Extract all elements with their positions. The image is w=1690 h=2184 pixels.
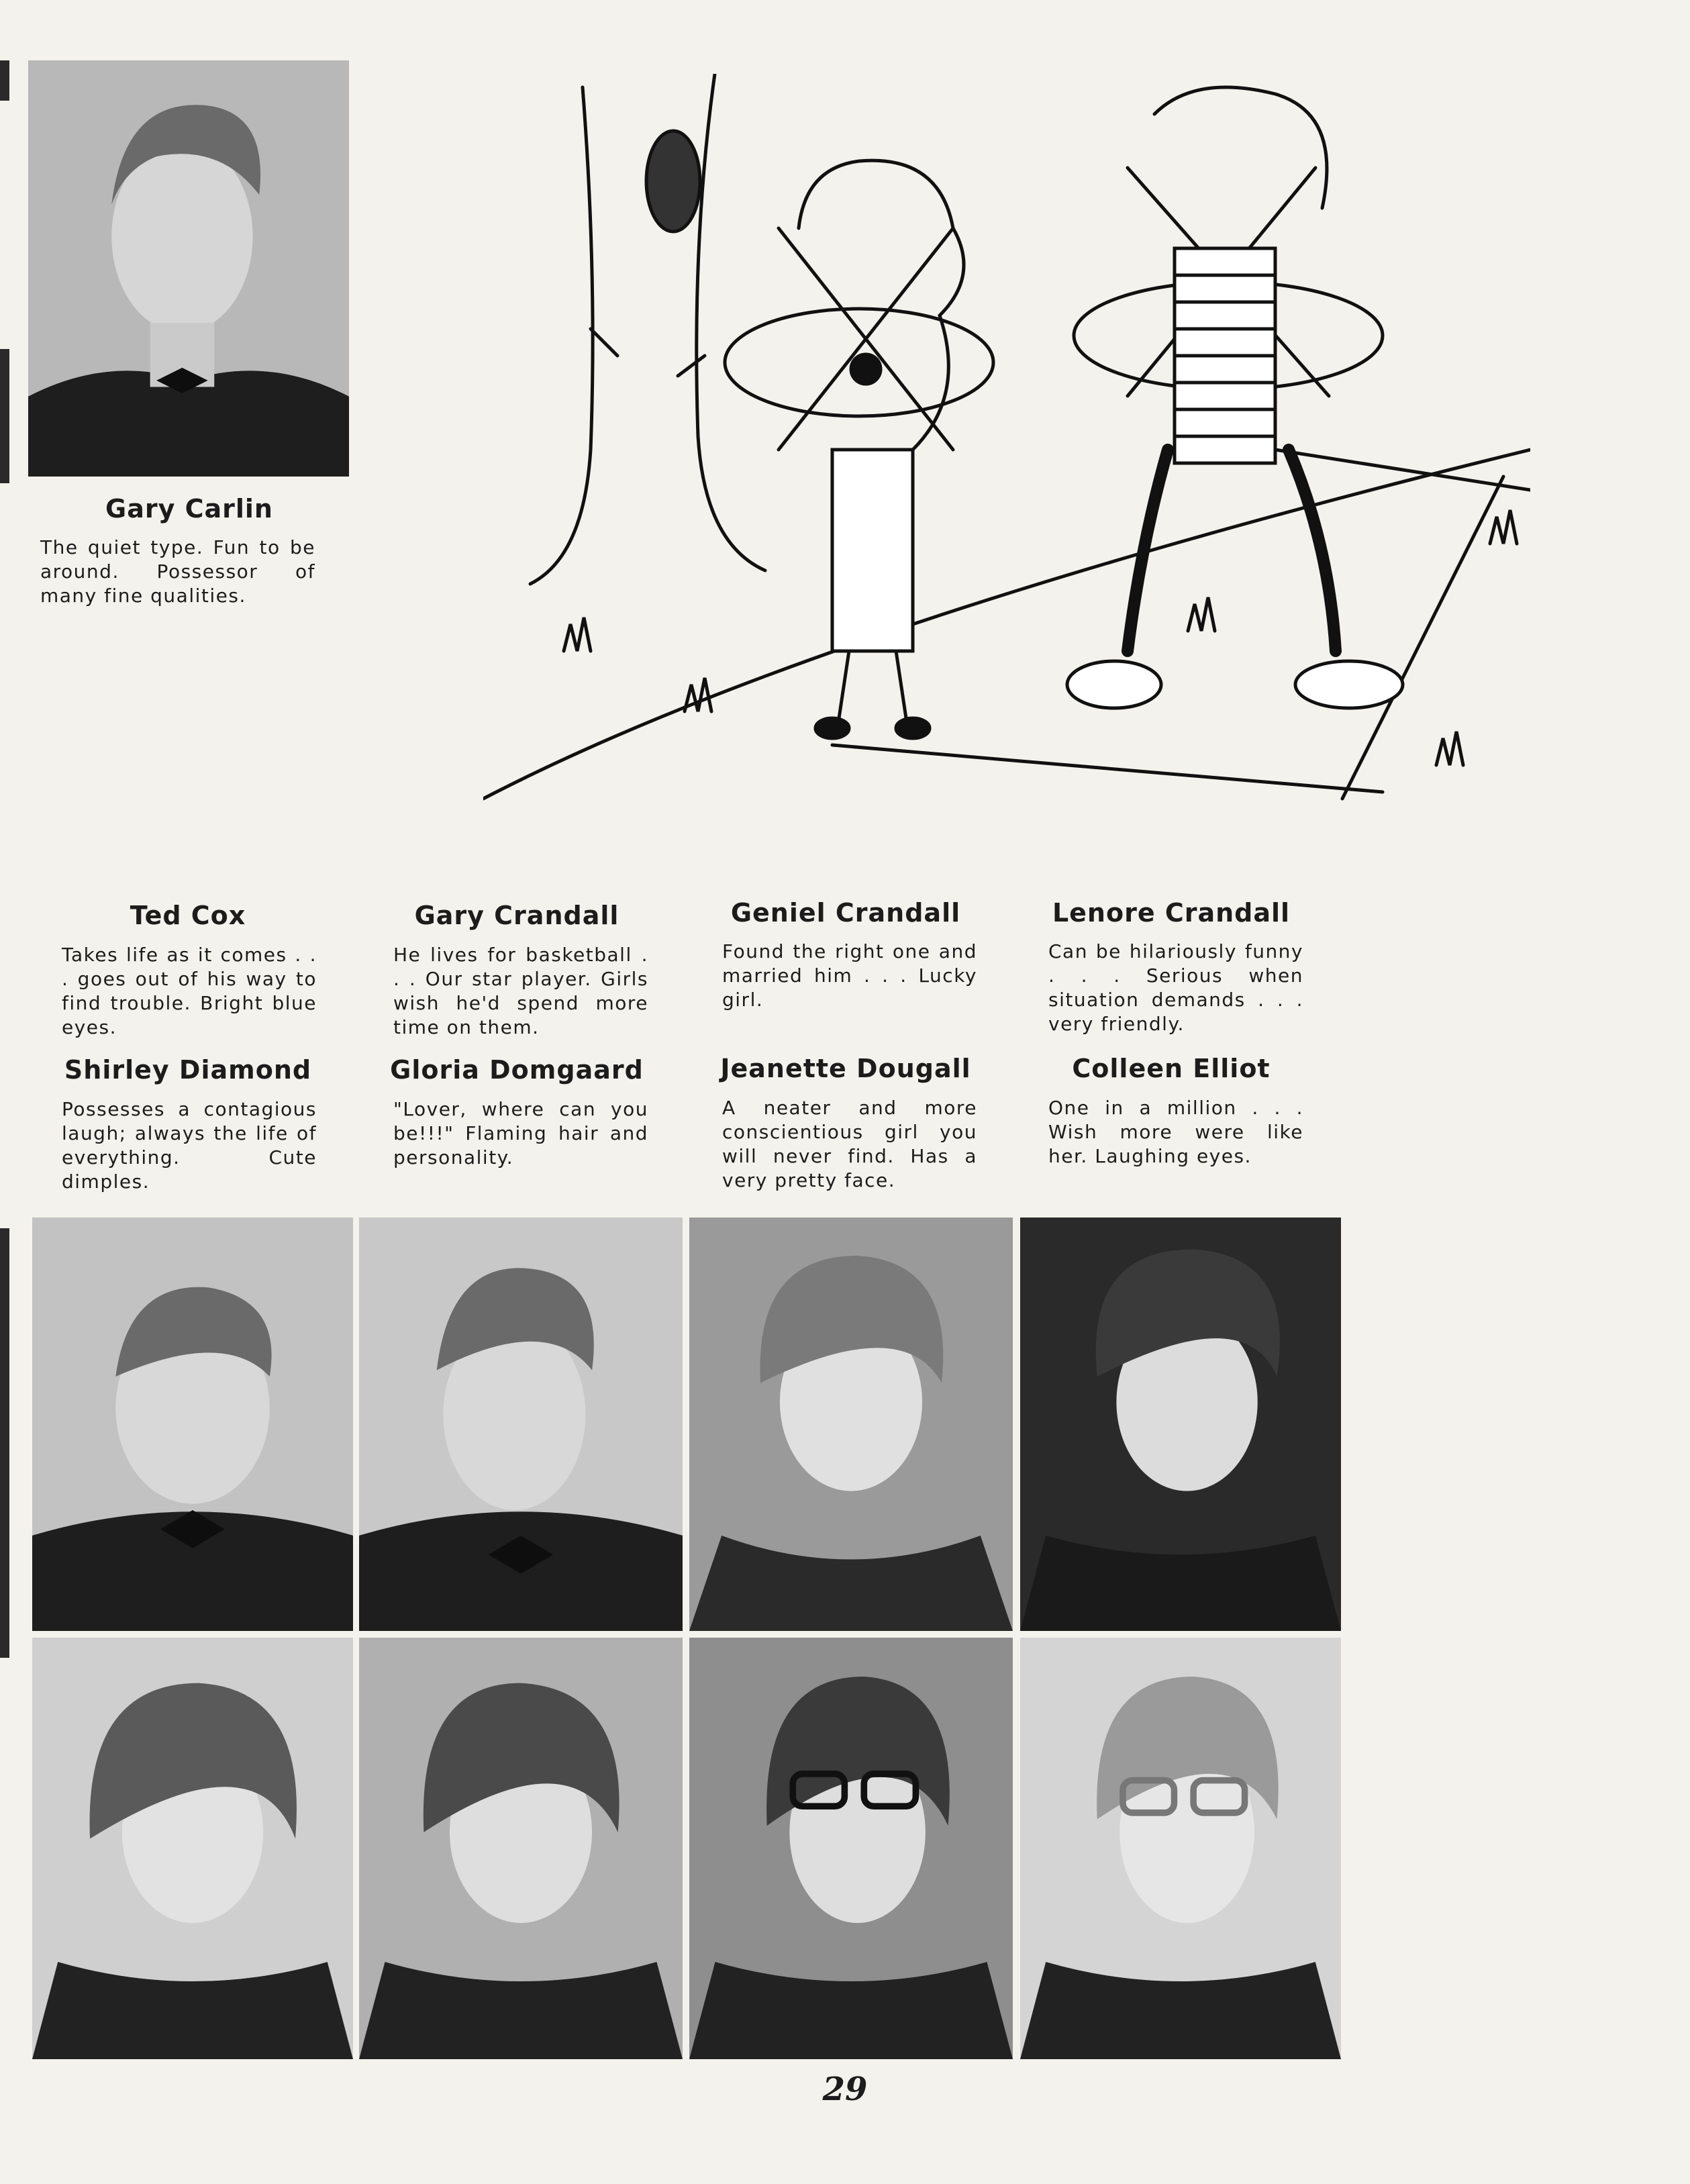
blurb-gary-carlin: The quiet type. Fun to be around. Possessor of many fine qualities. [40, 536, 315, 607]
atom-characters-cartoon [483, 74, 1530, 812]
name-jeanette-dougall: Jeanette Dougall [720, 1054, 971, 1083]
binding-mark [0, 1228, 9, 1658]
name-gary-carlin: Gary Carlin [105, 494, 273, 524]
blurb-gloria-domgaard: "Lover, where can you be!!!" Flaming hair and personality. [393, 1098, 648, 1169]
name-shirley-diamond: Shirley Diamond [64, 1055, 312, 1085]
name-lenore-crandall: Lenore Crandall [1052, 898, 1291, 928]
blurb-shirley-diamond: Possesses a contagious laugh; always the life of everything. Cute dimples. [62, 1098, 317, 1193]
blurb-gary-crandall: He lives for basketball . . . Our star player. Girls wish he'd spend more time on them. [393, 944, 648, 1038]
name-geniel-crandall: Geniel Crandall [730, 898, 961, 928]
portrait-geniel-crandall [689, 1218, 1013, 1631]
name-ted-cox: Ted Cox [130, 901, 246, 930]
blurb-geniel-crandall: Found the right one and married him . . . Lucky girl. [722, 940, 977, 1011]
binding-mark [0, 349, 9, 483]
binding-mark [0, 60, 9, 101]
blurb-lenore-crandall: Can be hilariously funny . . . Serious when situation demands . . . very friendly. [1048, 940, 1303, 1035]
portrait-colleen-elliot [1020, 1638, 1341, 2059]
blurb-ted-cox: Takes life as it comes . . . goes out of his way to find trouble. Bright blue eyes. [62, 944, 317, 1038]
name-gary-crandall: Gary Crandall [414, 901, 619, 930]
portrait-gloria-domgaard [359, 1638, 683, 2059]
portrait-ted-cox [32, 1218, 353, 1631]
name-colleen-elliot: Colleen Elliot [1072, 1054, 1271, 1083]
blurb-jeanette-dougall: A neater and more conscientious girl you will never find. Has a very pretty face. [722, 1097, 977, 1191]
portrait-gary-crandall [359, 1218, 683, 1631]
portrait-jeanette-dougall [689, 1638, 1013, 2059]
portrait-gary-carlin [28, 60, 349, 477]
portrait-lenore-crandall [1020, 1218, 1341, 1631]
name-gloria-domgaard: Gloria Domgaard [390, 1055, 644, 1085]
page-number: 29 [822, 2071, 868, 2108]
portrait-shirley-diamond [32, 1638, 353, 2059]
blurb-colleen-elliot: One in a million . . . Wish more were like her. Laughing eyes. [1048, 1097, 1303, 1167]
